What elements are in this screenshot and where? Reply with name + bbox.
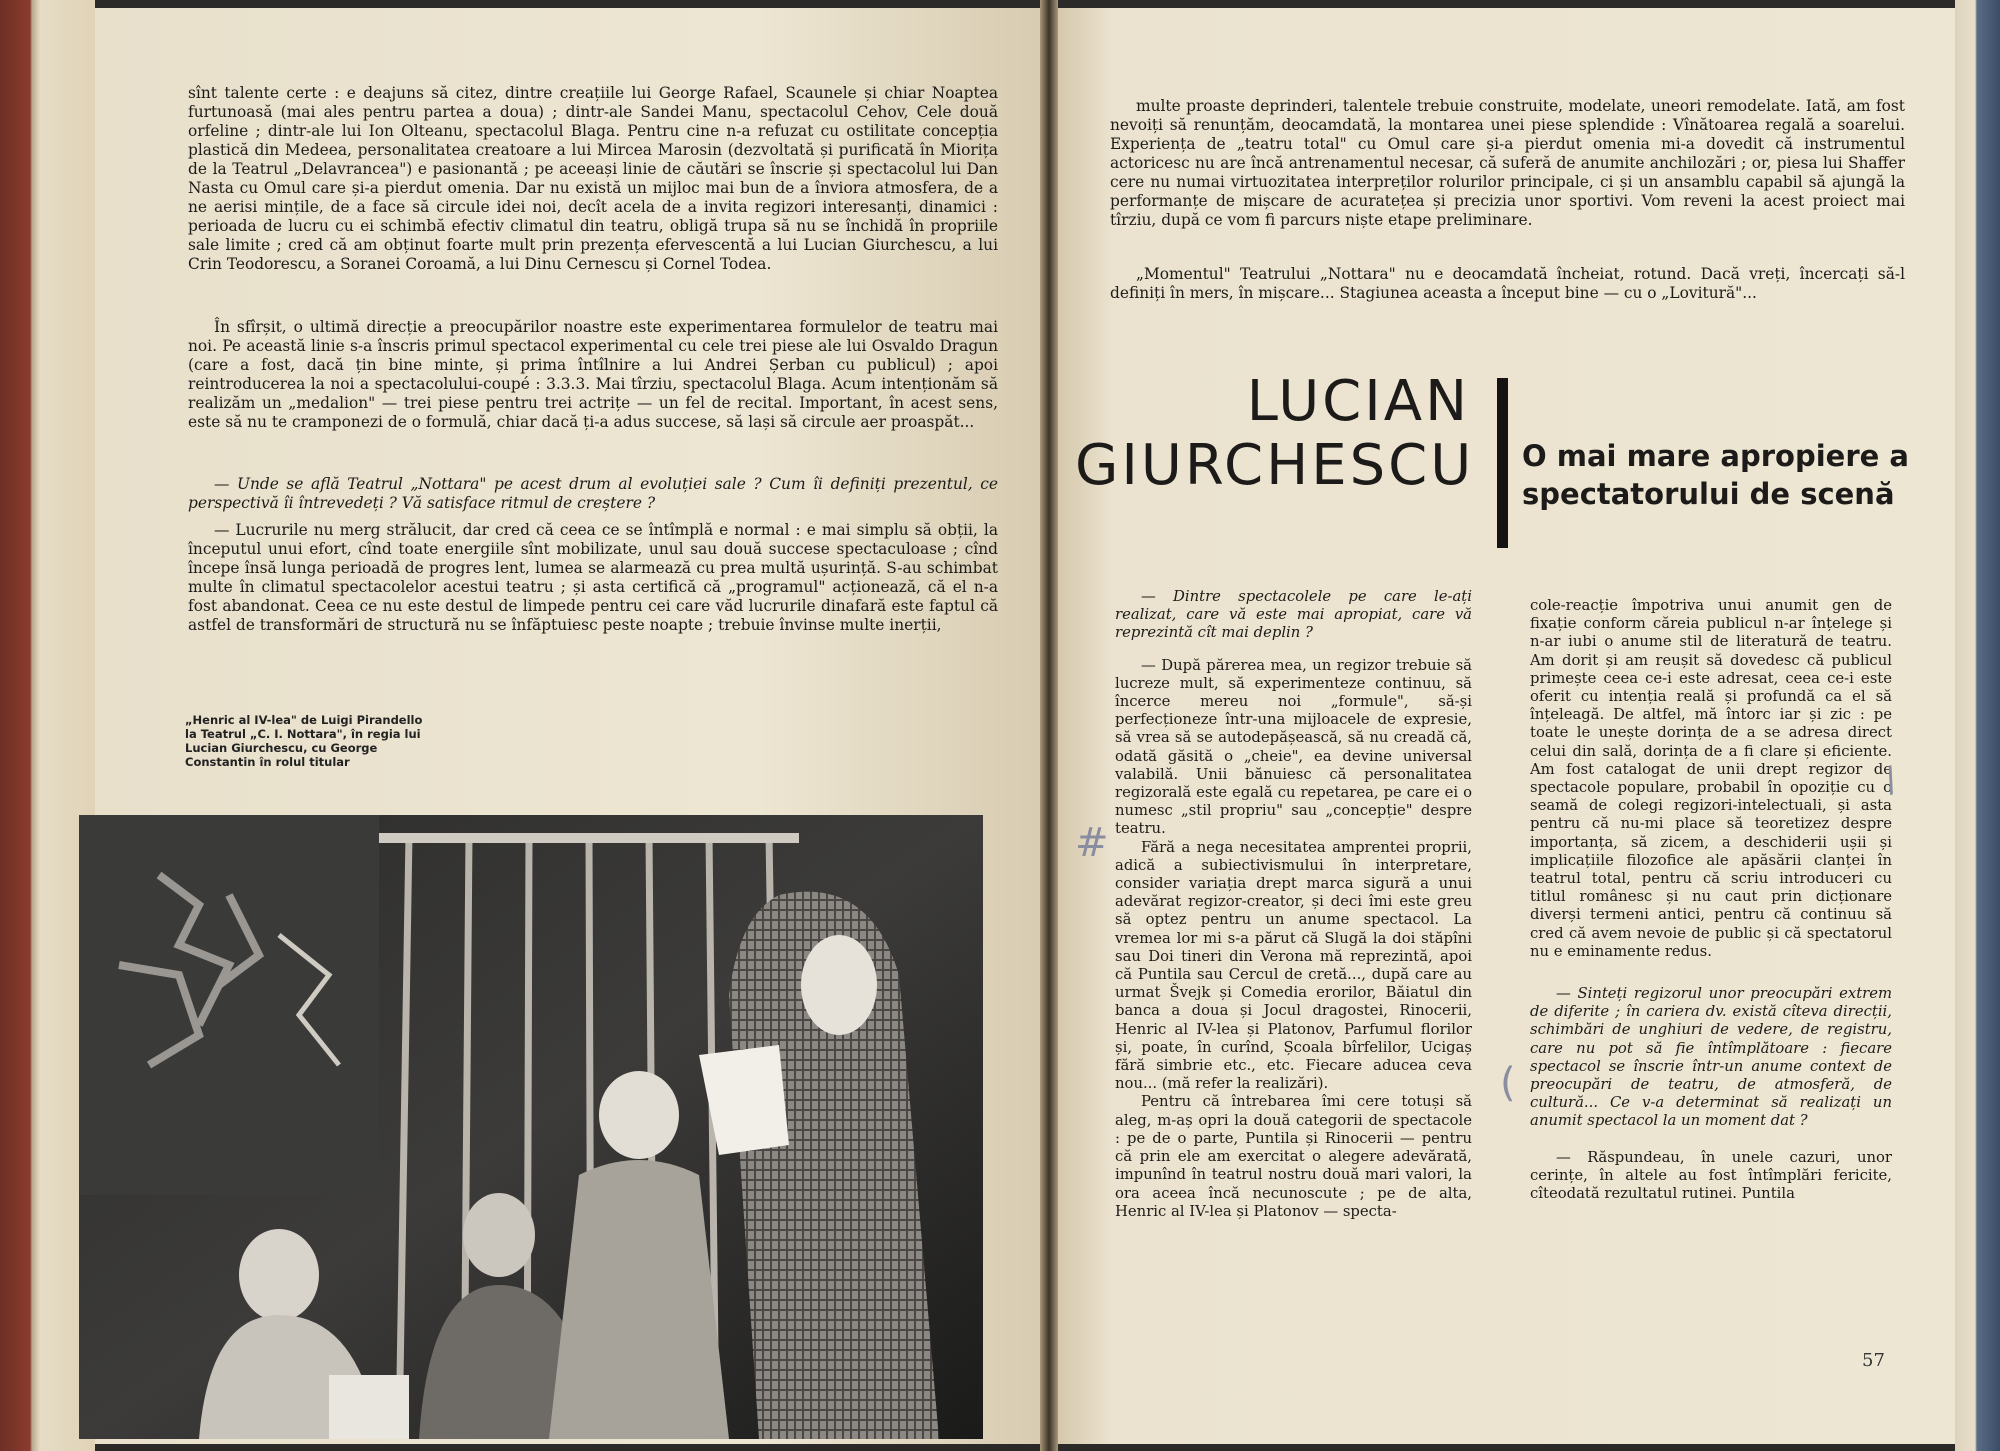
column1-paragraph-3: Pentru că întrebarea îmi cere totuși să aleg, m-aș opri la două categorii de spectacole : pe de o parte, Puntila și Rinocerii — pentru că prin ele am exercitat o alegere adevărată, impunînd în teatrul nostru două mari valori, la ora aceea încă necunoscute ; pe de alta, Henric al IV-lea și Platonov — specta- [1115,1093,1472,1220]
column2-paragraph-2: — Răspundeau, în unele cazuri, unor cerințe, în altele au fost întîmplări fericite, cîteodată rezultatul rutinei. Puntila [1530,1148,1892,1203]
title-first-name: LUCIAN [1246,369,1470,434]
right-top-block-1 [1110,97,1905,230]
right-top-block-2 [1110,265,1905,303]
left-text-block-1 [188,84,998,274]
column1-paragraph-2: Fără a nega necesitatea amprentei proprii, adică a subiectivismului în interpretare, consider variația drept marca sigură a unui adevărat regizor-creator, și deci îmi este greu să optez pentru un anume spectacol. La vremea lor mi s-a părut că Slugă la doi stăpîni sau Doi tineri din Verona mă reprezintă, apoi că Puntila sau Cercul de cretă..., după care au urmat Švejk și Comedia erorilor, Băiatul din banca a doua și Jocul dragostei, Rinocerii, Henric al IV-lea și Platonov, Parfumul florilor și, poate, în curînd, Școala bîrfelilor, Ucigaș fără simbrie etc., etc. Fiecare aducea ceva nou... (mă refer la realizări). [1115,838,1472,1093]
column2-paragraph-1: cole-reacție împotriva unui anumit gen de fixație conform căreia publicul n-ar înțelege și n-ar iubi o anume stil de literatură de teatru. Am dorit și am reușit să dovedesc că publicul primește ceea ce-i este adresat, ceea ce-i este oferit cu intenția reală și profundă ca el să înțeleagă. De altfel, mă întorc iar și zic : pe toate le unește dorința de a se adresa direct celui din sală, dorința de a fi clare și eficiente. Am fost catalogat de unii drept regizor de spectacole populare, probabil în opoziție cu o seamă de colegi regizori-intelectuali, și asta pentru că nu-mi place să teoretizez despre importanța, să zicem, a deschiderii ușii și implicațiile filozofice ale apăsării clanței în teatrul total, pentru că scriu introduceri cu titlul românesc și nu caut prin dicționare diverși termeni antici, pentru că continuu să cred că avem nevoie de public și că spectatorul nu e eminamente redus. [1530,597,1892,960]
binding-right [1955,0,2000,1451]
pencil-mark-1: / [1878,759,1903,801]
article-subtitle: O mai mare apropiere a spectatorului de scenă [1522,439,1909,511]
right-top-paragraph-2: „Momentul" Teatrului „Nottara" nu e deocamdată încheiat, rotund. Dacă vreți, încercați să-l definiți în mers, în mișcare... Stagiunea aceasta a început bine — cu o „Lovitură"... [1110,265,1905,302]
right-column-2 [1530,597,1892,1203]
left-paragraph-1: sînt talente certe : e deajuns să citez, dintre creațiile lui George Rafael, Scaunele și chiar Noaptea furtunoasă (mai ales pentru partea a doua) ; dintr-ale Sandei Manu, spectacolul Cehov, Cele două orfeline ; dintr-ale lui Ion Olteanu, spectacolul Blaga. Pentru cine n-a refuzat cu ostilitate concepția plastică din Medeea, personalitatea creatoare a lui Mircea Marosin (dezvoltată și purificată în Miorița de la Teatrul „Delavrancea") e pasionantă ; pe aceeași linie de căutări se înscrie și spectacolul lui Dan Nasta cu Omul care și-a pierdut omenia. Dar nu există un mijloc mai bun de a înviora atmosfera, de a ne aerisi mințile, de a face să circule idei noi, decît acela de a invita regizori interesanți, dinamici : perioada de lucru cu ei schimbă efectiv climatul din teatru, obligă trupa să nu se închidă în propriile sale limite ; cred că am obținut foarte mult prin prezența efervescentă a lui Lucian Giurchescu, a lui Crin Teodorescu, a Soranei Coroamă, a lui Dinu Cernescu și Cornel Todea. [188,84,998,273]
stage-photo [79,815,983,1439]
pencil-mark-2: # [1075,820,1109,866]
column1-question: — Dintre spectacolele pe care le-ați realizat, care vă este mai apropiat, care vă reprezintă cît mai deplin ? [1115,588,1472,642]
title-last-name: GIURCHESCU [1075,433,1475,498]
photo-caption: „Henric al IV-lea" de Luigi Pirandello la Teatrul „C. I. Nottara", în regia lui Lucian Giurchescu, cu George Constantin în rolul titular [185,713,423,769]
left-question [188,475,998,513]
article-title [1075,369,1475,498]
left-paragraph-3: — Lucrurile nu merg strălucit, dar cred că ceea ce se întîmplă e normal : e mai simplu să obții, la începutul unui efort, cînd toate energiile sînt mobilizate, unul sau două succese spectaculoase ; cînd începe însă lunga perioadă de progres lent, lumea se alarmează cu prea multă ușurință. S-au schimbat multe în climatul spectacolelor acestui teatru ; și asta certifică că „programul" acționează, că el n-a fost abandonat. Ceea ce nu este destul de limpede pentru cei care văd lucrurile dinafară este faptul că astfel de transformări de structură nu se înfăptuiesc peste noapte ; trebuie învinse multe inerții, [188,521,998,634]
stage-photo-illustration [79,815,983,1439]
left-question-text: — Unde se află Teatrul „Nottara" pe acest drum al evoluției sale ? Cum îi definiți prezentul, ce perspectivă îi întrevedeți ? Vă satisface ritmul de creștere ? [188,475,998,512]
right-top-paragraph-1: multe proaste deprinderi, talentele trebuie construite, modelate, uneori remodelate. Iată, am fost nevoiți să renunțăm, deocamdată, la montarea unei piese splendide : Vînătoarea regală a soarelui. Experiența de „teatru total" cu Omul care și-a pierdut omenia mi-a dovedit că instrumentul actoricesc nu are încă antrenamentul necesar, că suferă de anumite anchilozări ; or, piesa lui Shaffer cere nu numai virtuozitatea interpreților rolurilor principale, ci și un ansamblu capabil să ajungă la performanțe de mișcare de acuratețea și precizia unor sportivi. Vom reveni la acest proiect mai tîrziu, după ce vom fi parcurs niște etape preliminare. [1110,97,1905,229]
column1-paragraph-1: — După părerea mea, un regizor trebuie să lucreze mult, să experimenteze continuu, să încerce mereu noi „formule", să-și perfecționeze într-una mijloacele de expresie, să vrea să se autodepășească, să nu creadă că, odată găsită o „cheie", ea devine universal valabilă. Unii bănuiesc că personalitatea regizorală este egală cu repetarea, pe care ei o numesc „stil propriu" sau „concepție" despre teatru. [1115,656,1472,838]
pencil-mark-3: ( [1500,1060,1516,1106]
right-column-1 [1115,588,1472,1221]
left-text-block-3 [188,521,998,635]
left-text-block-2 [188,318,998,432]
column2-question: — Sinteți regizorul unor preocupări extrem de diferite ; în cariera dv. există cîteva direcții, schimbări de unghiuri de vedere, de registru, care nu pot să fie întîmplătoare : fiecare spectacol se înscrie într-un anume context de preocupări de teatru, de atmosferă, de cultură... Ce v-a determinat să realizați un anumit spectacol la un moment dat ? [1530,985,1892,1130]
left-paragraph-2: În sfîrșit, o ultimă direcție a preocupărilor noastre este experimentarea formulelor de teatru mai noi. Pe această linie s-a înscris primul spectacol experimental cu cele trei piese ale lui Osvaldo Dragun (care a fost, dacă țin bine minte, și prima întîlnire a lui Andrei Șerban cu publicul) ; apoi reintroducerea la noi a spectacolului-coupé : 3.3.3. Mai tîrziu, spectacolul Blaga. Acum intenționăm să realizăm un „medalion" — trei piese pentru trei actrițe — un fel de recital. Important, în acest sens, este să nu te cramponezi de o formulă, chiar dacă ți-a adus succese, să lași să circule aer proaspăt... [188,318,998,431]
page-number: 57 [1862,1350,1885,1371]
gutter [1040,0,1058,1451]
title-divider-bar [1497,378,1508,548]
